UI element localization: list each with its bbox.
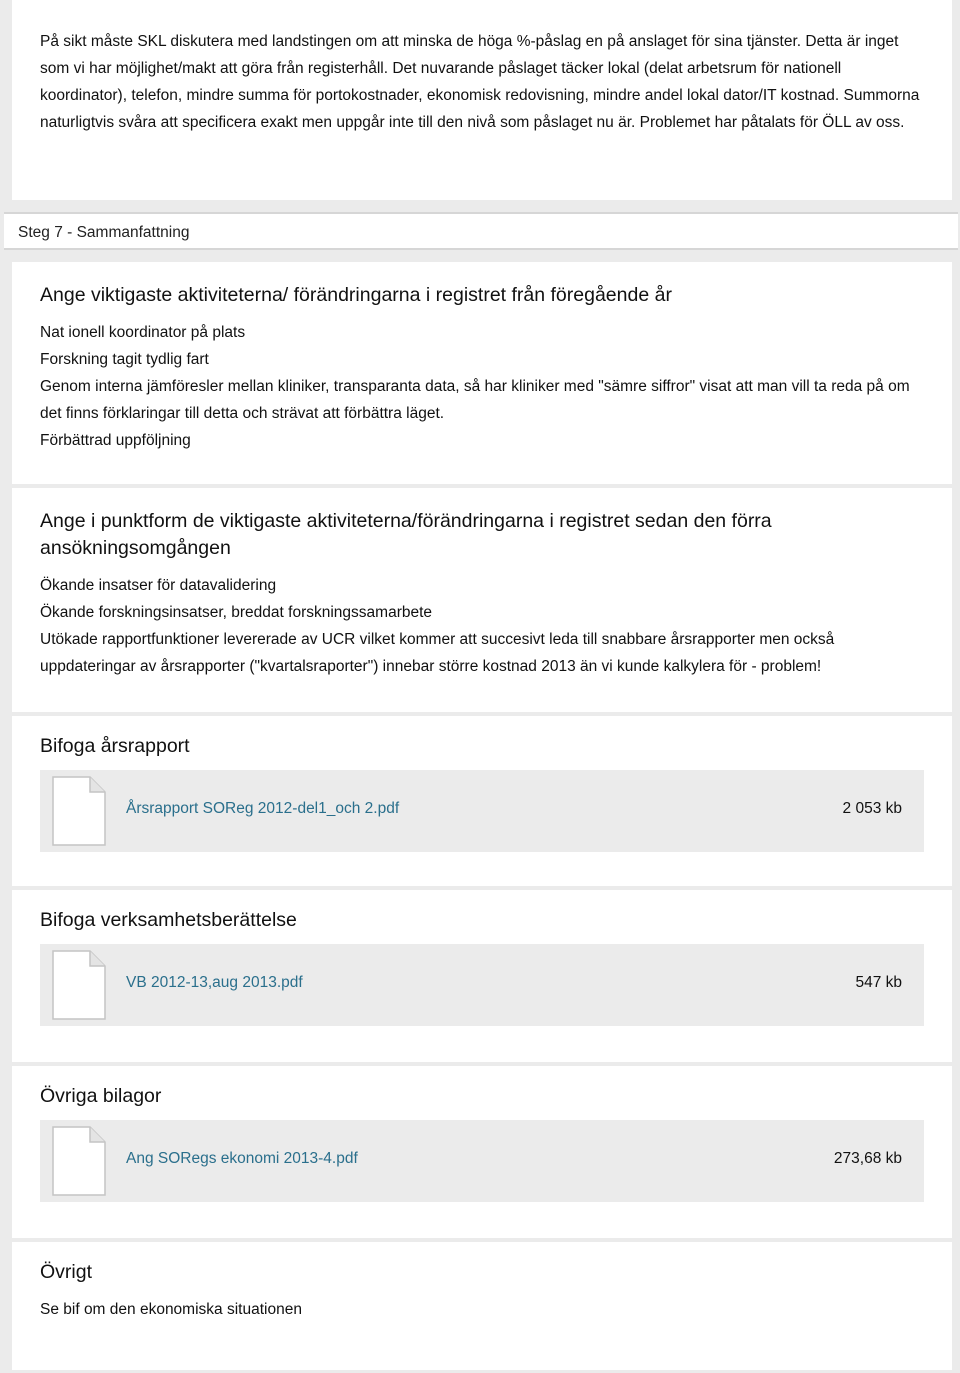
intro-paragraph: På sikt måste SKL diskutera med landstingen om att minska de höga %-påslag en på anslaget för sina tjänster. Detta är inget som vi har möjlighet/makt att göra från registerhåll. Det nuvarande påslaget täcker lokal (delat arbetsrum för nationell koordinator), telefon, mindre summa för portokostnader, ekonomisk redovisning, mindre andel lokal dator/IT kostnad. Summorna naturligtvis svåra att specificera exakt men uppgår inte till den nivå som påslaget nu är. Problemet har påtalats för ÖLL av oss. bbox=[40, 33, 920, 131]
answer-line: Förbättrad uppföljning bbox=[40, 432, 191, 449]
intro-card bbox=[12, 0, 952, 200]
attachment-row bbox=[40, 944, 924, 1026]
attachment-size: 2 053 kb bbox=[842, 800, 902, 817]
step-header bbox=[4, 212, 958, 250]
answer-line: Forskning tagit tydlig fart bbox=[40, 351, 209, 368]
section-heading: Bifoga årsrapport bbox=[40, 735, 190, 757]
attachment-size: 273,68 kb bbox=[833, 1150, 902, 1167]
attachment-link[interactable]: Årsrapport SOReg 2012-del1_och 2.pdf bbox=[126, 800, 400, 817]
section-heading: Bifoga verksamhetsberättelse bbox=[40, 909, 297, 931]
section-business-story bbox=[12, 890, 952, 1062]
section-changes-since-application bbox=[12, 488, 952, 712]
section-annual-report bbox=[12, 716, 952, 886]
section-heading: Övrigt bbox=[40, 1261, 93, 1283]
section-other bbox=[12, 1242, 952, 1370]
answer-line: Ökande insatser för datavalidering bbox=[40, 577, 277, 594]
document-icon bbox=[52, 776, 106, 846]
question-heading: Ange viktigaste aktiviteterna/ förändringarna i registret från föregående år bbox=[40, 284, 672, 306]
section-heading: Övriga bilagor bbox=[40, 1085, 162, 1107]
attachment-link[interactable]: VB 2012-13,aug 2013.pdf bbox=[126, 974, 303, 991]
section-other-attachments bbox=[12, 1066, 952, 1238]
answer-line: Nat ionell koordinator på plats bbox=[40, 324, 246, 341]
other-text: Se bif om den ekonomiska situationen bbox=[40, 1301, 302, 1318]
section-changes-previous-year bbox=[12, 262, 952, 484]
attachment-row bbox=[40, 770, 924, 852]
answer-line: Genom interna jämföresler mellan kliniker, transparanta data, så har kliniker med "sämre siffror" visat att man vill ta reda på om det finns förklaringar till detta och strävat att förbättra läget. bbox=[40, 378, 910, 422]
attachment-row bbox=[40, 1120, 924, 1202]
attachment-size: 547 kb bbox=[855, 974, 902, 991]
document-icon bbox=[52, 950, 106, 1020]
attachment-link[interactable]: Ang SORegs ekonomi 2013-4.pdf bbox=[126, 1150, 358, 1167]
question-heading: Ange i punktform de viktigaste aktiviteterna/förändringarna i registret sedan den förra ansökningsomgången bbox=[40, 510, 772, 559]
document-icon bbox=[52, 1126, 106, 1196]
answer-line: Ökande forskningsinsatser, breddat forskningssamarbete bbox=[40, 604, 433, 621]
step-label: Steg 7 - Sammanfattning bbox=[18, 224, 190, 241]
answer-line: Utökade rapportfunktioner levererade av UCR vilket kommer att succesivt leda till snabbare årsrapporter men också uppdateringar av årsrapporter ("kvartalsraporter") innebar större kostnad 2013 än vi kunde kalkylera för - problem! bbox=[40, 631, 835, 675]
